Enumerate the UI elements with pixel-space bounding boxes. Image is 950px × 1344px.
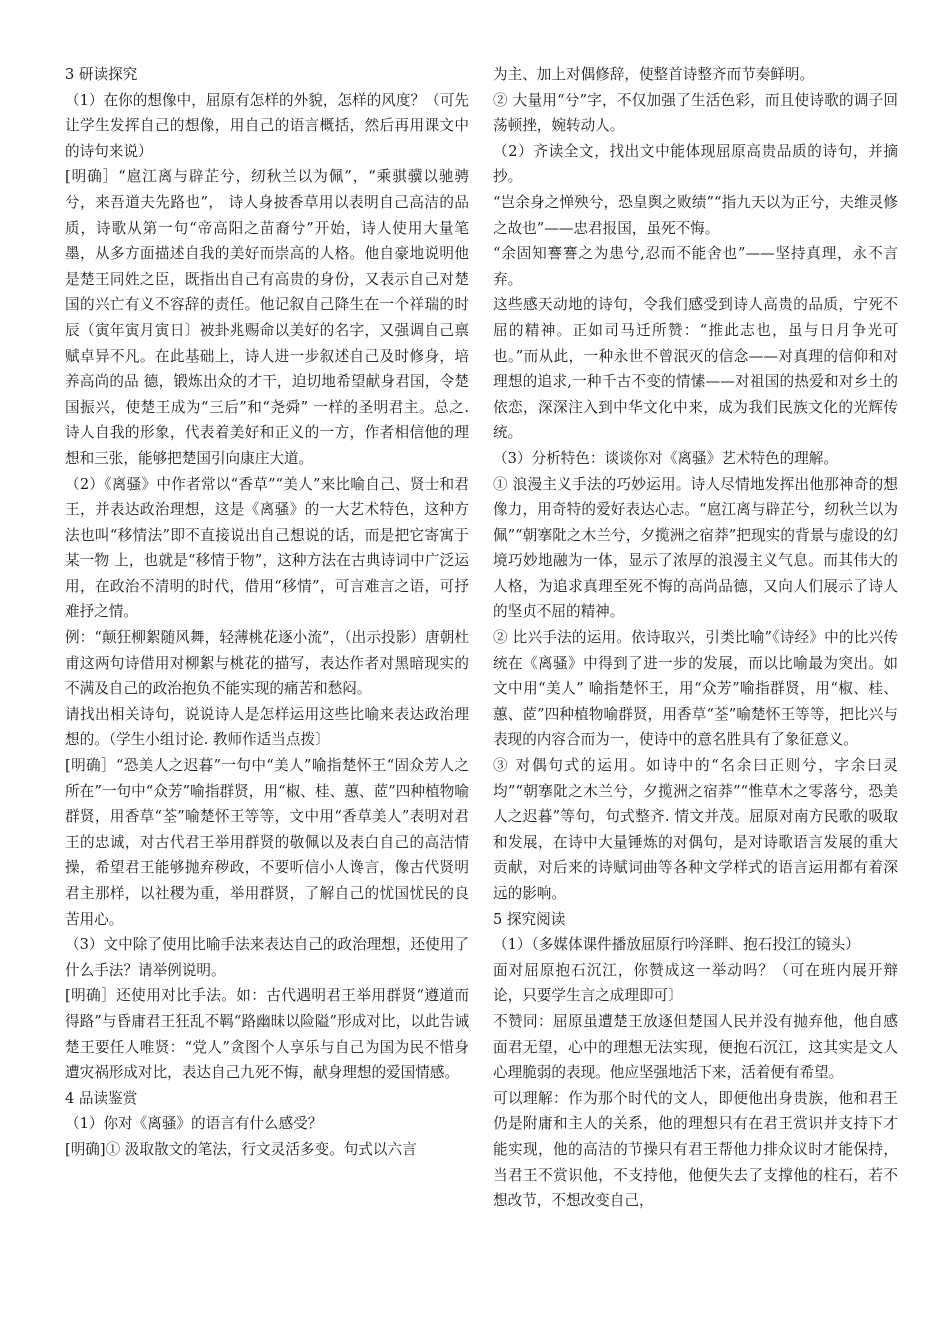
body-paragraph: 为主、加上对偶修辞，使整首诗整齐而节奏鲜明。	[493, 66, 815, 83]
answer-paragraph: [明确］还使用对比手法。如：古代遇明君王举用群贤“遵道而得路”与昏庸君王狂乱不羁“路幽昧以险隘”形成对比，以此告诫楚王要任人唯贤：“党人”贪图个人享乐与自己为国为民不惜身遭灾祸形成对比，表达自己九死不悔，献身理想的爱国情感。	[65, 987, 469, 1082]
body-paragraph: 这些感天动地的诗句，令我们感受到诗人高贵的品质，宁死不屈的精神。正如司马迁所赞：“推此志也，虽与日月争光可也。”而从此，一种永世不曾泯灭的信念——对真理的信仰和对理想的追求,一种千古不变的情愫——对祖国的热爱和对乡土的依恋，深深注入到中华文化中来，成为我们民族文化的光辉传统。	[493, 296, 898, 442]
body-paragraph: ② 大量用“兮”字，不仅加强了生活色彩，而且使诗歌的调子回荡顿挫，婉转动人。	[493, 91, 898, 135]
body-paragraph: ① 浪漫主义手法的巧妙运用。诗人尽情地发挥出他那神奇的想像力，用奇特的爱好表达心志。“扈江离与辟芷兮，纫秋兰以为佩”“朝搴阰之木兰兮，夕揽洲之宿莽”把现实的背景与虚设的幻境巧妙地融为一体，显示了浓厚的浪漫主义气息。而其伟大的人格，为追求真理至死不悔的高尚品德，又向人们展示了诗人的坚贞不屈的精神。	[493, 475, 898, 621]
answer-paragraph: [明确]① 汲取散文的笔法，行文灵活多变。句式以六言	[65, 1140, 417, 1158]
quote-paragraph: “余固知謇謇之为患兮,忍而不能舍也”——坚持真理，永不言弃。	[493, 245, 898, 288]
quote-paragraph: “岂余身之惮殃兮，恐皇舆之败绩”“指九天以为正兮，夫维灵修之故也”——忠君报国，虽死不悔。	[493, 193, 898, 237]
example-paragraph: 例：“颠狂柳絮随风舞，轻薄桃花逐小流”，（出示投影）唐朝杜甫这两句诗借用对柳絮与桃花的描写，表达作者对黑暗现实的不满及自己的政治抱负不能实现的痛苦和愁闷。	[65, 629, 469, 698]
question-paragraph: （2）《离骚》中作者常以“香草”“美人”来比喻自己、贤士和君王，并表达政治理想，这是《离骚》的一大艺术特色，这种方法也叫“移情法”即不直接说出自己想说的话，而是把它寄寓于某一物 上，也就是“移情于物”，这种方法在古典诗词中广泛运用，在政治不清明的时代，借用“移情”，可言难言之语，可抒难抒之情。	[65, 475, 469, 621]
question-paragraph: 面对屈原抱石沉江，你赞成这一举动吗？（可在班内展开辩论，只要学生言之成理即可〕	[493, 961, 898, 1005]
question-paragraph: （2）齐读全文，找出文中能体现屈原高贵品质的诗句，并摘抄。	[493, 142, 898, 186]
section-heading-4: 4 品读鉴赏	[65, 1089, 138, 1107]
answer-paragraph: 不赞同：屈原虽遭楚王放逐但楚国人民并没有抛弃他，他自感面君无望，心中的理想无法实现，便抱石沉江，这其实是文人心理脆弱的表现。他应坚强地活下来，活着便有希望。	[493, 1012, 898, 1082]
question-paragraph: （3）文中除了使用比喻手法来表达自己的政治理想，还使用了什么手法？请举例说明。	[65, 936, 469, 979]
left-column	[65, 62, 469, 1163]
question-paragraph: （3）分析特色：谈谈你对《离骚》艺术特色的理解。	[493, 449, 838, 467]
body-paragraph: ③ 对偶句式的运用。如诗中的“名余曰正则兮，字余曰灵均”“朝搴阰之木兰兮，夕揽洲之宿莽”“惟草木之零落兮，恐美人之迟暮”等句，句式整齐. 情文并茂。屈原对南方民歌的吸取和发展，在诗中大量锤炼的对偶句，是对诗歌语言发展的重大贡献，对后来的诗赋词曲等各种文学样式的语言运用都有着深远的影响。	[493, 757, 898, 902]
body-paragraph: ② 比兴手法的运用。依诗取兴，引类比喻”《诗经》中的比兴传统在《离骚》中得到了进一步的发展，而以比喻最为突出。如文中用“美人” 喻指楚怀王，用“众芳”喻指群贤，用“椒、桂、蕙、茝”四种植物喻群贤，用香草“荃”喻楚怀王等等，把比兴与表现的内容合而为一，使诗中的意名胜具有了象征意义。	[493, 629, 898, 749]
question-paragraph: （1）（多媒体课件播放屈原行吟泽畔、抱石投江的镜头）	[493, 936, 860, 954]
question-paragraph: （1）在你的想像中，屈原有怎样的外貌，怎样的风度？（可先让学生发挥自己的想像，用自己的语言概括，然后再用课文中的诗句来说）	[65, 91, 469, 160]
question-paragraph: 请找出相关诗句，说说诗人是怎样运用这些比喻来表达政治理想的。（学生小组讨论. 教师作适当点拨〕	[65, 705, 469, 749]
answer-paragraph: [明确］“恐美人之迟暮”一句中“美人”喻指楚怀王“固众芳人之所在”一句中“众芳”喻指群贤，用“椒、桂、蕙、茝”四种植物喻群贤，用香草“荃”喻楚怀王等等，文中用“香草美人”表明对君王的忠诚，对古代君王举用群贤的敬佩以及表白自己的高洁情操，希望君王能够抛弃秽政，不要听信小人谗言，像古代贤明君主那样，以社稷为重，举用群贤，了解自己的忧国忧民的良苦用心。	[65, 757, 469, 928]
answer-paragraph: 可以理解：作为那个时代的文人，即便他出身贵族，他和君王仍是附庸和主人的关系，他的理想只有在君王赏识并支持下才能实现，他的高洁的节操只有君王帮他力排众议时才能保持，当君王不赏识他，不支持他，他便失去了支撑他的柱石，若不想改节，不想改变自己，	[493, 1089, 898, 1210]
section-heading-3: 3 研读探究	[65, 66, 138, 83]
right-column	[493, 62, 898, 1214]
question-paragraph: （1）你对《离骚》的语言有什么感受？	[65, 1115, 323, 1133]
answer-paragraph: [明确］“扈江离与辟芷兮，纫秋兰以为佩”，“乘骐骥以驰骋兮，来吾道夫先路也”， 诗人身披香草用以表明自己高洁的品质，诗歌从第一句“帝高阳之苗裔兮”开始，诗人使用大量笔墨，从多方面描述自我的美好而崇高的人格。他自豪地说明他是楚王同姓之臣，既指出自己有高贵的身份，又表示自己对楚国的兴亡有义不容辞的责任。他记叙自己降生在一个祥瑞的时辰（寅年寅月寅日〕被卦兆赐命以美好的名字，又强调自己禀赋卓异不凡。在此基础上，诗人进一步叙述自己及时修身，培养高尚的品 德，锻炼出众的才干，迫切地希望献身君国，令楚国振兴，使楚王成为“三后”和“尧舜” 一样的圣明君主。总之. 诗人自我的形象，代表着美好和正义的一方，作者相信他的理想和三张，能够把楚国引向康庄大道。	[65, 168, 469, 467]
section-heading-5: 5 探究阅读	[493, 910, 566, 928]
